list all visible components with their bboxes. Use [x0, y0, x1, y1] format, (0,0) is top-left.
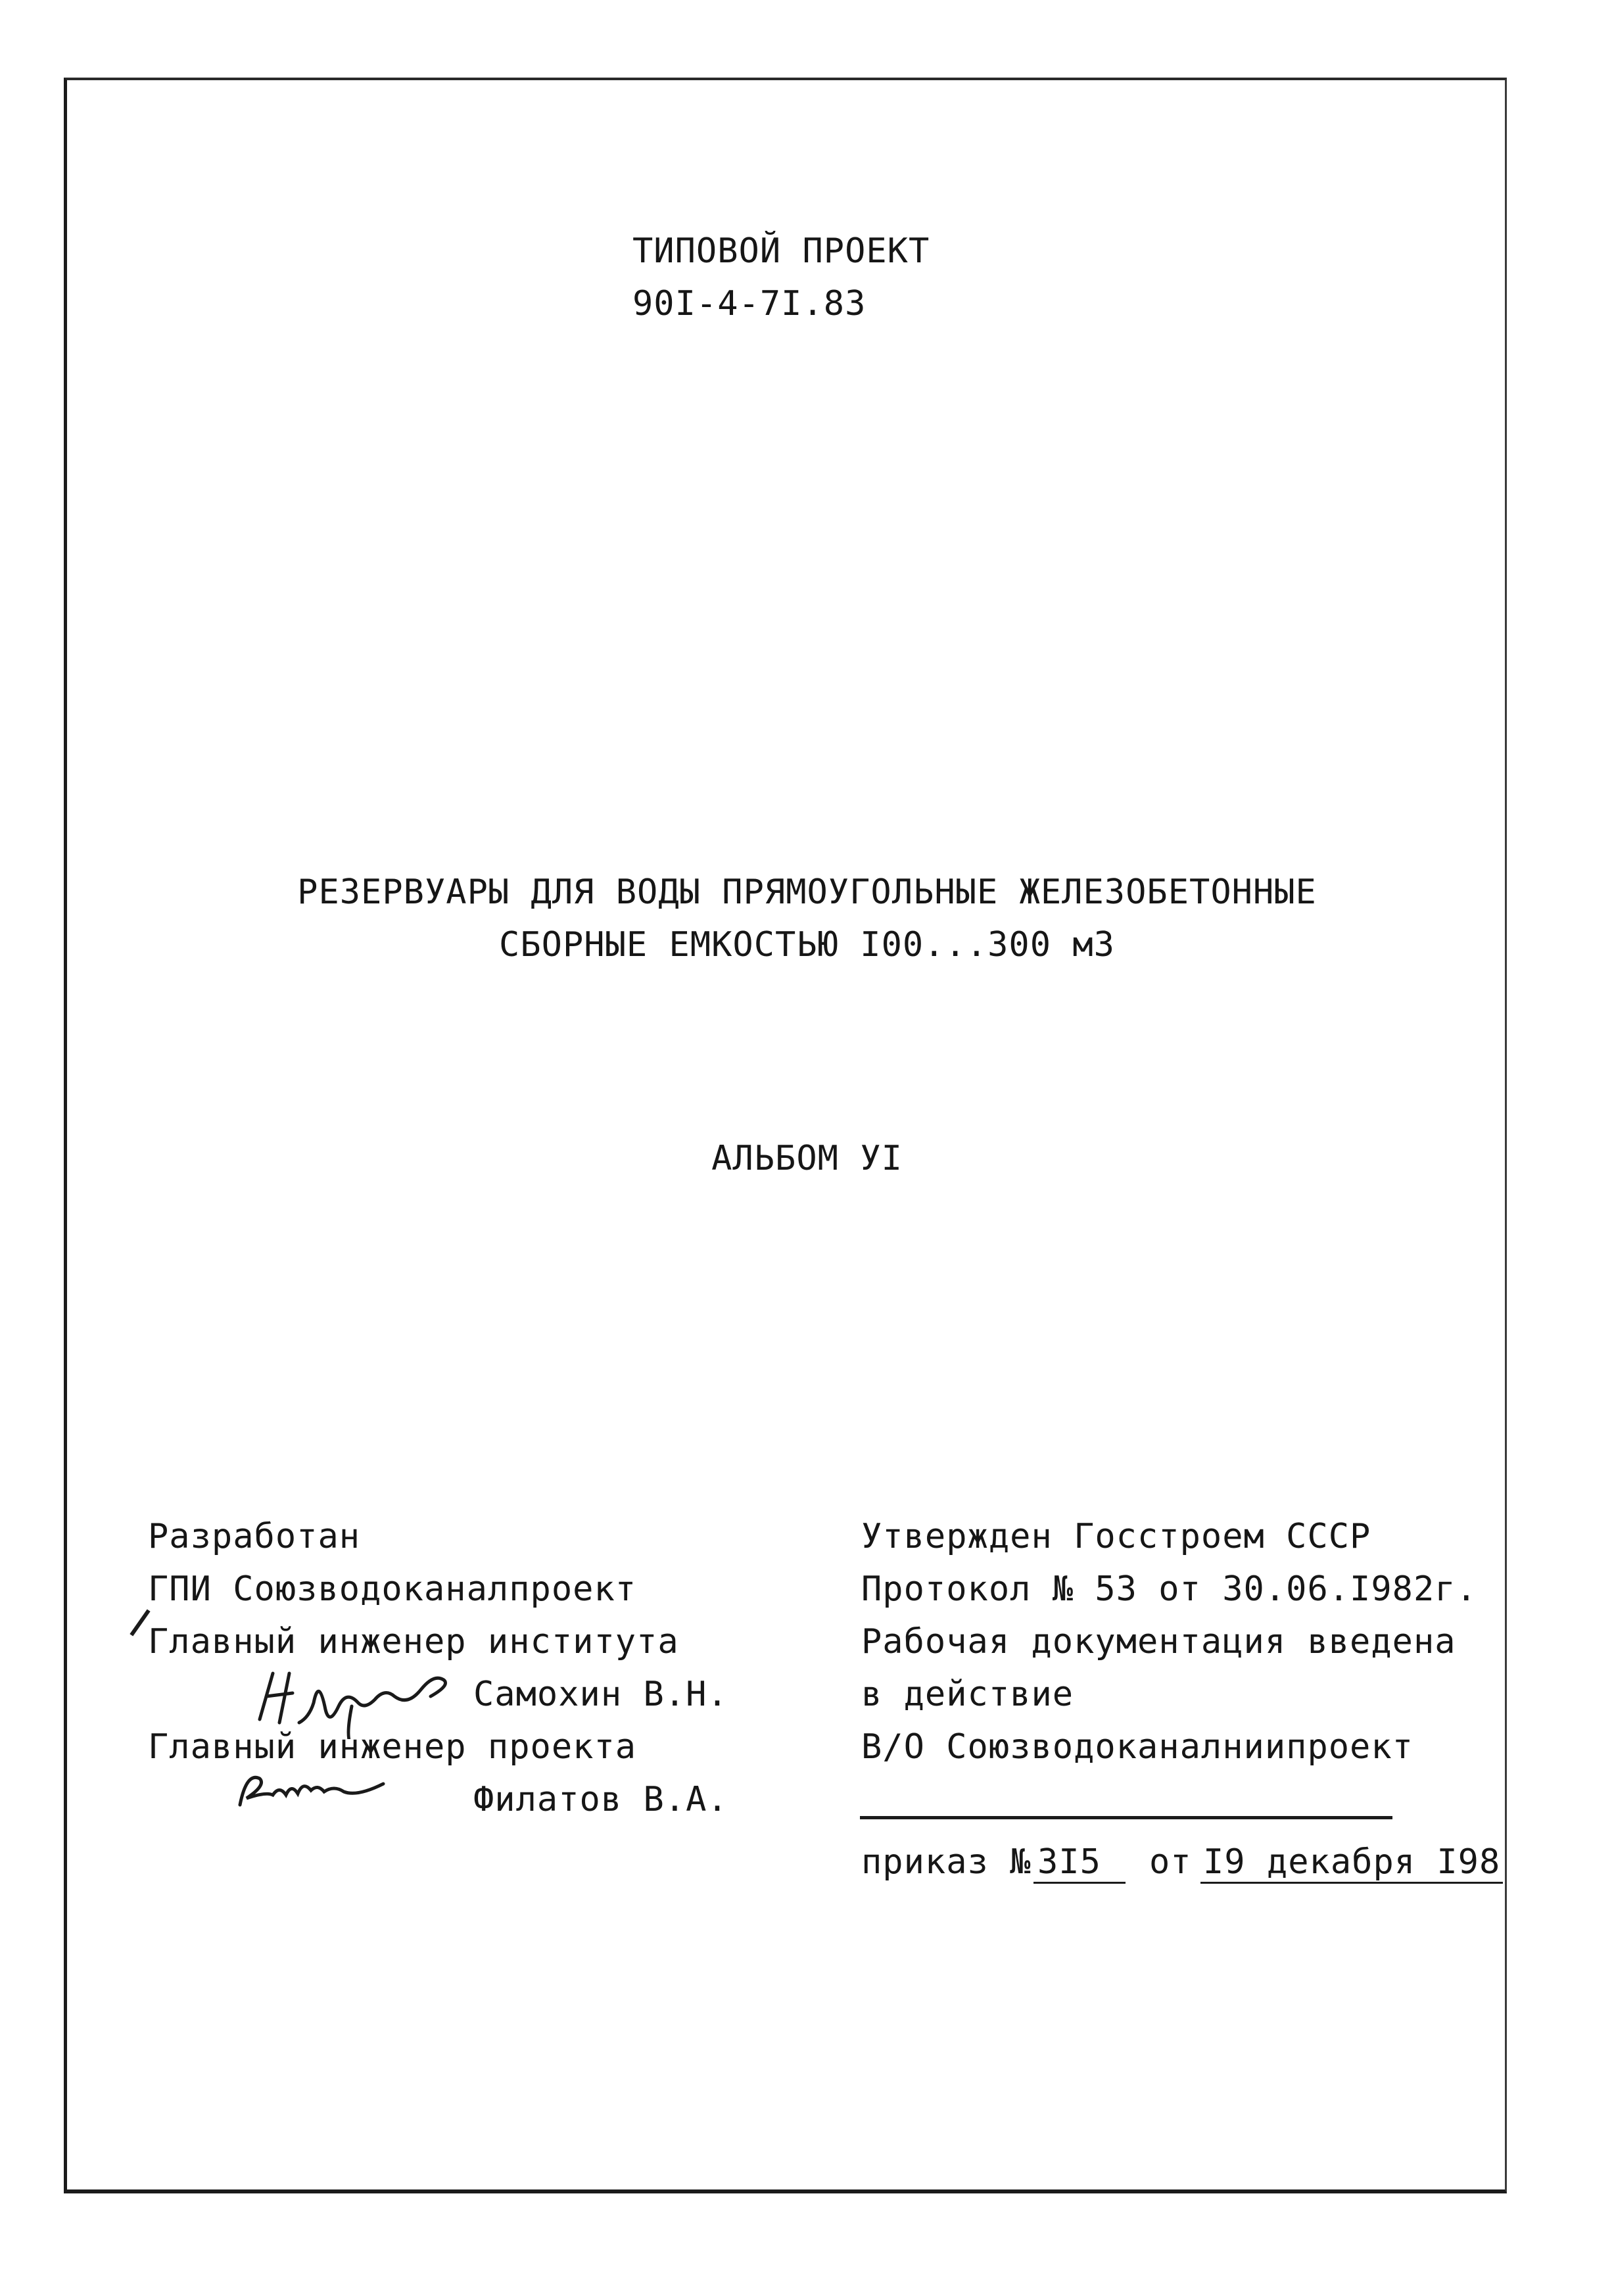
chief-engineer-institute-name: Самохин В.Н. — [473, 1675, 728, 1714]
institute-name: ГПИ Союзводоканалпроект — [148, 1569, 637, 1609]
in-action-line: в действие — [861, 1675, 1074, 1714]
approved-by: Утвержден Госстроем СССР — [861, 1517, 1371, 1556]
signature-filatov — [233, 1759, 404, 1829]
order-number-underline — [1033, 1882, 1126, 1884]
order-label: приказ № — [861, 1842, 1032, 1882]
order-from: от — [1149, 1842, 1192, 1882]
header-type-line: ТИПОВОЙ ПРОЕКТ — [632, 231, 930, 271]
order-date: I9 декабря I98 — [1203, 1842, 1501, 1882]
chief-engineer-project-name: Филатов В.А. — [473, 1780, 728, 1819]
album-label: АЛЬБОМ УI — [711, 1139, 903, 1178]
separator-line — [860, 1816, 1392, 1819]
project-code: 90I-4-7I.83 — [632, 284, 866, 323]
signature-filatov-stroke — [233, 1759, 404, 1818]
protocol-line: Протокол № 53 от 30.06.I982г. — [861, 1569, 1477, 1609]
document-title-line2: СБОРНЫЕ ЕМКОСТЬЮ I00...300 м3 — [499, 925, 1115, 965]
chief-engineer-project-label: Главный инженер проекта — [148, 1727, 637, 1767]
chief-engineer-institute-label: Главный инженер института — [148, 1622, 679, 1662]
document-title-line1: РЕЗЕРВУАРЫ ДЛЯ ВОДЫ ПРЯМОУГОЛЬНЫЕ ЖЕЛЕЗОБЕТОННЫЕ — [297, 873, 1317, 912]
order-number: 3I5 — [1037, 1842, 1101, 1882]
organization-line: В/О Союзводоканалниипроект — [861, 1727, 1413, 1767]
order-date-underline — [1200, 1882, 1503, 1884]
developed-label: Разработан — [148, 1517, 361, 1556]
workdoc-line: Рабочая документация введена — [861, 1622, 1456, 1662]
